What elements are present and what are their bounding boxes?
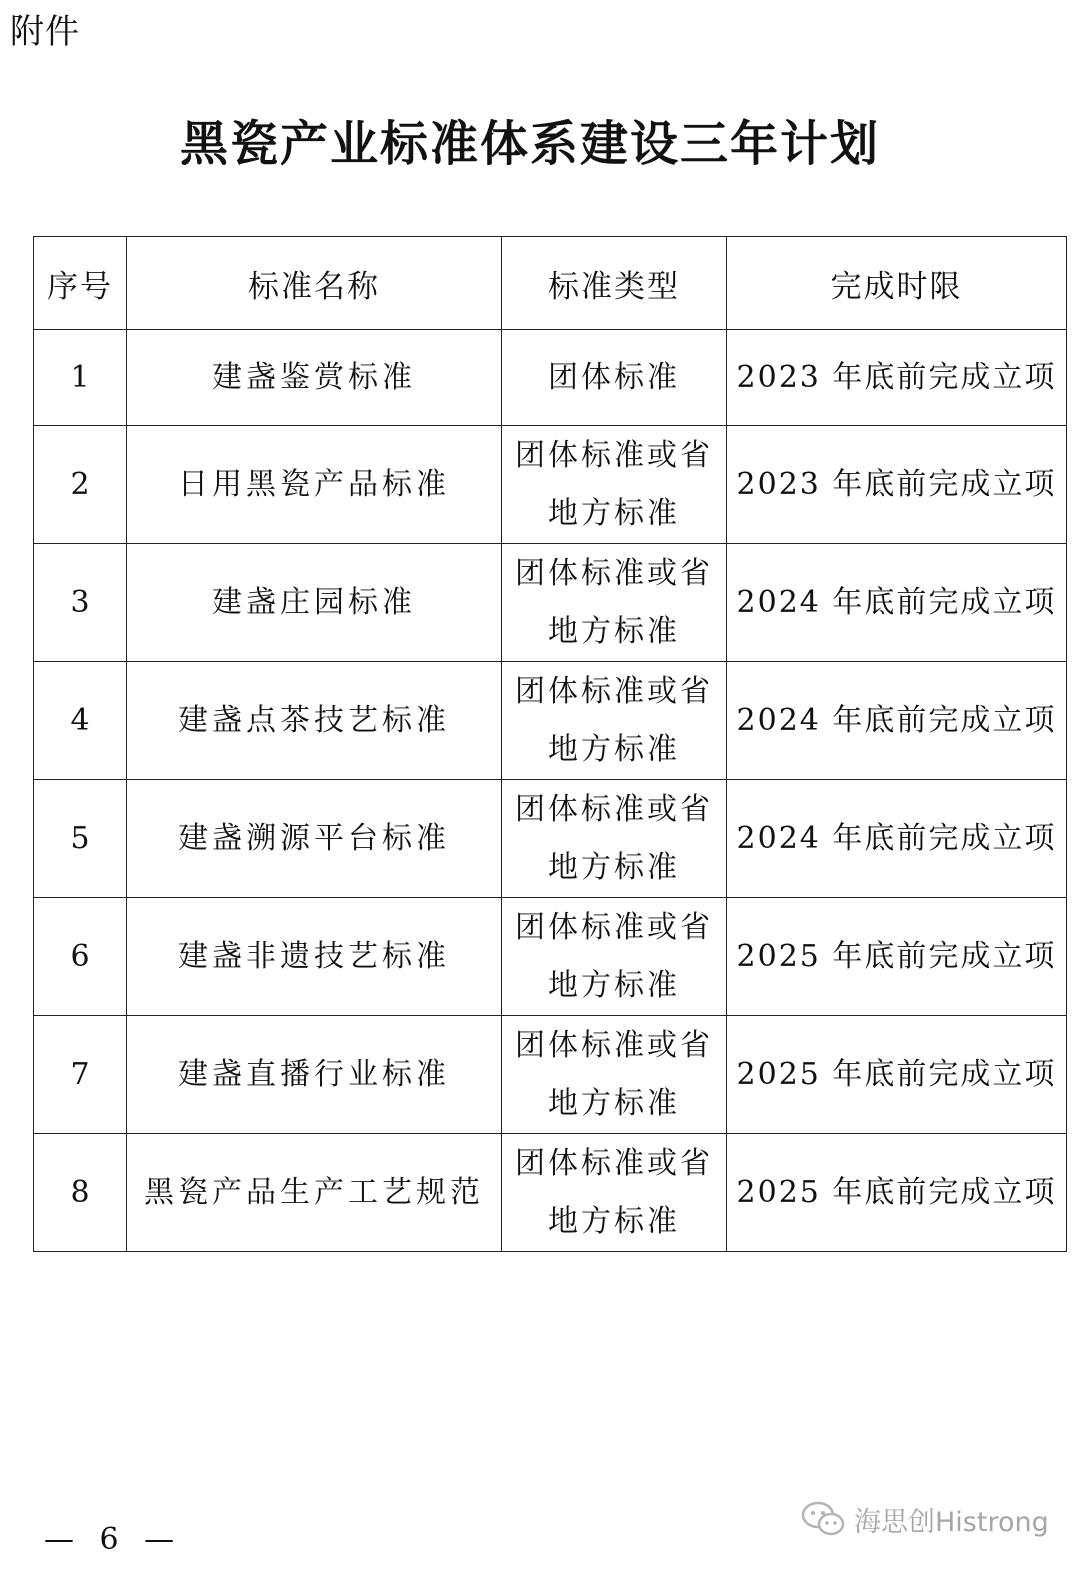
- row-number: 3: [34, 544, 127, 662]
- deadline: 2024 年底前完成立项: [727, 662, 1067, 780]
- table-row: [34, 898, 1067, 1016]
- header-name: 标准名称: [127, 237, 502, 330]
- row-number: 5: [34, 780, 127, 898]
- standard-type: [502, 544, 727, 662]
- standard-type-line: 团体标准: [548, 359, 680, 395]
- standard-type-line: 地方标准: [548, 849, 680, 885]
- standard-type: [502, 330, 727, 426]
- wechat-icon: [800, 1500, 846, 1538]
- page-number: — 6 —: [44, 1522, 183, 1557]
- row-number: 4: [34, 662, 127, 780]
- standard-name: 建盏溯源平台标准: [127, 780, 502, 898]
- table-row: [34, 330, 1067, 426]
- table-row: [34, 662, 1067, 780]
- attachment-label: 附件: [10, 12, 80, 52]
- standard-name: 建盏点茶技艺标准: [127, 662, 502, 780]
- deadline: 2025 年底前完成立项: [727, 898, 1067, 1016]
- deadline: 2025 年底前完成立项: [727, 1134, 1067, 1252]
- standard-type-line: 团体标准或省: [515, 791, 713, 827]
- standard-type: [502, 1134, 727, 1252]
- document-title: 黑瓷产业标准体系建设三年计划: [179, 116, 880, 172]
- standard-type: [502, 426, 727, 544]
- row-number: 8: [34, 1134, 127, 1252]
- standard-type-line: 地方标准: [548, 1085, 680, 1121]
- row-number: 2: [34, 426, 127, 544]
- header-no: 序号: [34, 237, 127, 330]
- standard-name: 黑瓷产品生产工艺规范: [127, 1134, 502, 1252]
- standard-type-line: 地方标准: [548, 731, 680, 767]
- standards-plan-table: [33, 236, 1067, 1252]
- table-row: [34, 426, 1067, 544]
- header-type: 标准类型: [502, 237, 727, 330]
- deadline: 2023 年底前完成立项: [727, 330, 1067, 426]
- standard-type: [502, 898, 727, 1016]
- standard-name: 日用黑瓷产品标准: [127, 426, 502, 544]
- standard-type-line: 团体标准或省: [515, 673, 713, 709]
- watermark: [800, 1496, 1049, 1542]
- standard-name: 建盏庄园标准: [127, 544, 502, 662]
- standard-type-line: 团体标准或省: [515, 555, 713, 591]
- table-row: [34, 544, 1067, 662]
- standard-type-line: 地方标准: [548, 613, 680, 649]
- header-deadline: 完成时限: [727, 237, 1067, 330]
- table-row: [34, 780, 1067, 898]
- standard-type: [502, 780, 727, 898]
- standard-type: [502, 1016, 727, 1134]
- standard-type-line: 地方标准: [548, 1203, 680, 1239]
- watermark-text: 海思创Histrong: [854, 1506, 1049, 1538]
- standard-type: [502, 662, 727, 780]
- table-row: [34, 1016, 1067, 1134]
- standard-name: 建盏非遗技艺标准: [127, 898, 502, 1016]
- deadline: 2025 年底前完成立项: [727, 1016, 1067, 1134]
- standard-type-line: 团体标准或省: [515, 437, 713, 473]
- table-row: [34, 1134, 1067, 1252]
- standard-type-line: 地方标准: [548, 967, 680, 1003]
- standard-type-line: 团体标准或省: [515, 1027, 713, 1063]
- standard-type-line: 团体标准或省: [515, 1145, 713, 1181]
- deadline: 2023 年底前完成立项: [727, 426, 1067, 544]
- standard-name: 建盏直播行业标准: [127, 1016, 502, 1134]
- row-number: 7: [34, 1016, 127, 1134]
- deadline: 2024 年底前完成立项: [727, 544, 1067, 662]
- standard-type-line: 团体标准或省: [515, 909, 713, 945]
- standard-name: 建盏鉴赏标准: [127, 330, 502, 426]
- row-number: 1: [34, 330, 127, 426]
- table-header-row: [34, 237, 1067, 330]
- row-number: 6: [34, 898, 127, 1016]
- standard-type-line: 地方标准: [548, 495, 680, 531]
- deadline: 2024 年底前完成立项: [727, 780, 1067, 898]
